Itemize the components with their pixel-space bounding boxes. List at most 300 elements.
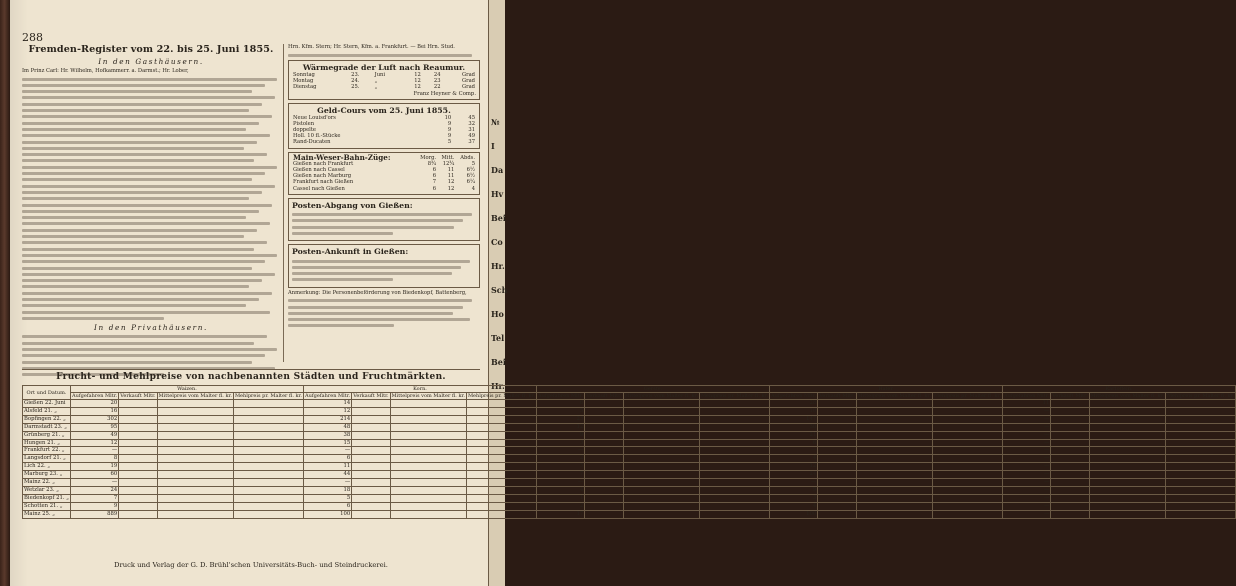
grain-supplied: — <box>303 479 351 487</box>
grain-city <box>23 510 71 518</box>
grain-supplied: 19 <box>70 463 118 471</box>
geld-fl: 9 <box>447 120 452 127</box>
next-page-fragment: Ho <box>491 309 504 319</box>
text-line <box>22 90 252 93</box>
grain-cell <box>1165 471 1235 479</box>
grain-cell <box>699 494 769 502</box>
grain-row <box>23 415 1236 423</box>
grain-city-name: Bopfingen <box>24 415 52 422</box>
grain-cell <box>818 447 856 455</box>
grain-cell <box>1089 447 1165 455</box>
grain-cell <box>390 479 466 487</box>
grain-price-section <box>22 367 1234 519</box>
grain-cell <box>585 502 623 510</box>
grain-cell <box>932 510 1002 518</box>
grain-cell <box>1051 455 1089 463</box>
grain-supplied: 28 <box>769 400 817 408</box>
grain-cell <box>157 415 233 423</box>
grain-cell <box>699 479 769 487</box>
rail-time: 8¾ <box>427 160 437 167</box>
grain-cell <box>818 510 856 518</box>
grain-cell <box>233 447 303 455</box>
grain-cell <box>1165 494 1235 502</box>
grain-supplied: 7 <box>70 494 118 502</box>
grain-cell <box>585 455 623 463</box>
text-line <box>22 122 259 125</box>
grain-cell <box>818 415 856 423</box>
grain-cell <box>352 494 390 502</box>
grain-cell <box>390 415 466 423</box>
post-in-text <box>292 260 476 282</box>
grain-cell <box>699 502 769 510</box>
grain-cell <box>157 510 233 518</box>
grain-cell <box>119 400 157 408</box>
grain-cell <box>1165 455 1235 463</box>
grain-supplied: 5 <box>303 494 351 502</box>
grain-cell <box>1165 431 1235 439</box>
grain-cell <box>623 431 699 439</box>
grain-cell <box>352 455 390 463</box>
grain-cell <box>466 407 536 415</box>
grain-row <box>23 431 1236 439</box>
grain-cell <box>466 502 536 510</box>
grain-city-name: Alsfeld <box>24 407 43 414</box>
temp-date: 25. <box>351 84 360 91</box>
grain-cell <box>352 400 390 408</box>
grain-supplied: 9 <box>769 486 817 494</box>
grain-supplied: — <box>1002 510 1050 518</box>
grain-date: 22. <box>53 415 62 422</box>
grain-cell <box>233 463 303 471</box>
text-line <box>22 109 249 112</box>
text-line <box>22 216 246 219</box>
grain-sub-header: Verkauft Mltr. <box>1052 393 1088 399</box>
grain-supplied: — <box>1002 431 1050 439</box>
grain-cell <box>1089 415 1165 423</box>
grain-cell <box>1051 510 1089 518</box>
grain-cell <box>932 439 1002 447</box>
geld-kr: 45 <box>468 114 475 121</box>
text-line <box>22 361 252 364</box>
next-page-fragment: Sch <box>491 285 508 295</box>
grain-cell <box>932 423 1002 431</box>
rail-time: 6¼ <box>466 179 475 186</box>
grain-city-name: Mainz <box>24 479 41 486</box>
grain-city-name: Marburg <box>24 471 48 478</box>
grain-cell <box>157 502 233 510</box>
grain-city <box>23 494 71 502</box>
grain-supplied: 4 <box>769 502 817 510</box>
text-line <box>22 229 257 232</box>
grain-city <box>23 502 71 510</box>
grain-city <box>23 431 71 439</box>
grain-cell <box>1051 447 1089 455</box>
grain-sub-header: Mehlpreis pr. Malter fl. kr. <box>467 393 535 399</box>
text-line <box>288 299 472 302</box>
grain-cell <box>466 494 536 502</box>
grain-cell <box>856 494 932 502</box>
text-line <box>22 304 246 307</box>
temp-high: 23 <box>433 78 441 85</box>
grain-cell <box>932 479 1002 487</box>
grain-cell <box>818 455 856 463</box>
section-gasthaeuser: In den Gasthäusern. <box>98 57 204 66</box>
grain-supplied: 14 <box>303 400 351 408</box>
text-line <box>292 232 393 235</box>
grain-row <box>23 423 1236 431</box>
grain-supplied: 3 <box>536 439 584 447</box>
grain-supplied: 4 <box>769 455 817 463</box>
grain-cell <box>1165 486 1235 494</box>
grain-cell <box>623 439 699 447</box>
grain-date: 21. <box>44 407 53 414</box>
grain-supplied: 5 <box>536 407 584 415</box>
grain-cell <box>233 494 303 502</box>
grain-supplied: 4 <box>536 486 584 494</box>
grain-supplied: 2 <box>536 455 584 463</box>
next-page-fragment: Bei <box>491 213 506 223</box>
grain-supplied: 1 <box>536 494 584 502</box>
grain-cell <box>1089 431 1165 439</box>
grain-cell <box>623 479 699 487</box>
grain-cell <box>856 447 932 455</box>
grain-cell <box>352 415 390 423</box>
grain-row <box>23 455 1236 463</box>
grain-city-name: Mainz <box>24 510 41 517</box>
text-line <box>22 159 254 162</box>
grain-sub-header: Verkauft Mltr. <box>819 393 855 399</box>
grain-supplied: 889 <box>70 510 118 518</box>
grain-city <box>23 471 71 479</box>
geld-row <box>292 139 476 145</box>
grain-cell <box>390 431 466 439</box>
grain-cell <box>1165 463 1235 471</box>
grain-cell <box>699 486 769 494</box>
grain-cell <box>119 407 157 415</box>
grain-cell <box>818 407 856 415</box>
grain-cell <box>856 455 932 463</box>
grain-cell <box>466 510 536 518</box>
grain-cell <box>233 471 303 479</box>
grain-sub-header: Verkauft Mltr. <box>120 393 156 399</box>
rail-route: Cassel nach Gießen <box>293 185 345 192</box>
text-line <box>22 153 267 156</box>
grain-cell <box>1089 494 1165 502</box>
grain-cell <box>1051 471 1089 479</box>
rail-time: 11 <box>447 166 455 173</box>
grain-row <box>23 510 1236 518</box>
grain-cell <box>818 486 856 494</box>
grain-cell <box>119 463 157 471</box>
grain-supplied: 6 <box>303 455 351 463</box>
grain-sub-header: Mehlpreis pr. Malter fl. kr. <box>933 393 1001 399</box>
grain-cell <box>818 439 856 447</box>
text-line <box>22 128 246 131</box>
rail-time: 4 <box>471 185 475 192</box>
grain-cell <box>466 447 536 455</box>
grain-cell <box>352 407 390 415</box>
grain-supplied: 100 <box>769 510 817 518</box>
grain-supplied: 6 <box>536 400 584 408</box>
grain-supplied: 23 <box>536 415 584 423</box>
grain-city-name: Hungen <box>24 439 46 446</box>
grain-cell <box>699 447 769 455</box>
geld-cours-title: Geld-Cours vom 25. Juni 1855. <box>317 105 451 115</box>
grain-cell <box>585 494 623 502</box>
grain-cell <box>1089 479 1165 487</box>
grain-supplied: — <box>1002 447 1050 455</box>
grain-city <box>23 415 71 423</box>
grain-cell <box>352 463 390 471</box>
grain-cell <box>699 431 769 439</box>
grain-cell <box>390 486 466 494</box>
grain-cell <box>1089 471 1165 479</box>
grain-cell <box>352 502 390 510</box>
grain-cell <box>466 455 536 463</box>
right-top-text: Hrn. Kfm. Stern; Hr. Stern, Kfm. a. Frankfurt. — Bei Hrn. Stud. <box>288 44 455 50</box>
grain-sub-header: Mittelpreis vom Malter fl. kr. <box>391 393 465 399</box>
text-line <box>22 78 277 81</box>
rail-time: 6 <box>432 185 437 192</box>
grain-sub-header: Mittelpreis vom Malter fl. kr. <box>1090 393 1164 399</box>
geld-kr: 31 <box>468 126 475 133</box>
grain-cell <box>932 486 1002 494</box>
post-out-text <box>292 213 476 235</box>
grain-cell <box>157 471 233 479</box>
rail-title: Main-Weser-Bahn-Züge: <box>293 152 391 162</box>
grain-group-header: Korn. <box>303 386 536 393</box>
grain-cell <box>233 486 303 494</box>
grain-sub-header: Verkauft Mltr. <box>586 393 622 399</box>
text-line <box>22 222 270 225</box>
grain-cell <box>352 479 390 487</box>
rail-time: 6 <box>432 166 437 173</box>
grain-cell <box>466 415 536 423</box>
grain-cell <box>856 471 932 479</box>
temp-unit: Grad <box>461 71 475 78</box>
text-line <box>22 311 270 314</box>
grain-cell <box>390 510 466 518</box>
grain-row <box>23 471 1236 479</box>
grain-supplied: 12 <box>769 463 817 471</box>
grain-supplied: 8 <box>70 455 118 463</box>
grain-city <box>23 463 71 471</box>
grain-cell <box>233 400 303 408</box>
text-line <box>22 317 164 320</box>
grain-cell <box>466 400 536 408</box>
grain-supplied: 20 <box>70 400 118 408</box>
rail-row <box>292 186 476 192</box>
grain-supplied: — <box>1002 423 1050 431</box>
rail-table <box>292 152 476 192</box>
grain-cell <box>119 423 157 431</box>
grain-cell <box>1165 439 1235 447</box>
grain-month: „ <box>57 439 60 446</box>
next-page-fragment: Bei <box>491 357 506 367</box>
grain-date: 25. <box>42 510 51 517</box>
grain-cell <box>856 423 932 431</box>
text-line <box>292 213 472 216</box>
grain-cell <box>585 486 623 494</box>
grain-cell <box>699 415 769 423</box>
text-line <box>22 166 277 169</box>
grain-cell <box>1051 494 1089 502</box>
grain-cell <box>157 479 233 487</box>
grain-month: „ <box>61 431 65 438</box>
grain-cell <box>466 439 536 447</box>
right-column <box>288 44 480 331</box>
rail-route: Gießen nach Marburg <box>293 173 352 180</box>
post-out-box <box>288 198 480 241</box>
grain-supplied: — <box>1002 479 1050 487</box>
grain-supplied: 7 <box>536 471 584 479</box>
grain-supplied: — <box>1002 415 1050 423</box>
text-line <box>288 318 470 321</box>
grain-cell <box>699 407 769 415</box>
grain-supplied: 147 <box>769 415 817 423</box>
grain-cell <box>623 471 699 479</box>
grain-cell <box>699 400 769 408</box>
text-line <box>292 260 470 263</box>
rail-time: 12 <box>447 179 455 186</box>
grain-supplied: 49 <box>70 431 118 439</box>
rail-col-evening: Abds. <box>460 154 475 161</box>
grain-cell <box>157 400 233 408</box>
text-line <box>22 248 254 251</box>
grain-city <box>23 407 71 415</box>
rail-time: 5 <box>471 160 475 167</box>
grain-month: „ <box>54 407 57 414</box>
grain-month: „ <box>52 510 56 517</box>
grain-cell <box>818 502 856 510</box>
grain-cell <box>856 479 932 487</box>
rail-route: Gießen nach Cassel <box>293 166 345 173</box>
text-line <box>22 298 259 301</box>
grain-cell <box>1089 455 1165 463</box>
section-rule <box>22 369 480 370</box>
grain-cell <box>157 447 233 455</box>
grain-cell <box>1051 407 1089 415</box>
text-line <box>22 197 249 200</box>
column-divider <box>283 44 284 362</box>
rail-route: Frankfurt nach Gießen <box>293 179 354 186</box>
col-ort-datum: Ort und Datum. <box>23 386 71 400</box>
grain-cell <box>585 471 623 479</box>
grain-row <box>23 463 1236 471</box>
grain-city <box>23 400 71 408</box>
post-in-box <box>288 244 480 287</box>
grain-cell <box>932 447 1002 455</box>
grain-cell <box>233 479 303 487</box>
grain-supplied: 9 <box>536 431 584 439</box>
grain-cell <box>233 455 303 463</box>
text-line <box>292 278 393 281</box>
grain-supplied: — <box>1002 486 1050 494</box>
grain-date: 23. <box>49 471 58 478</box>
grain-row <box>23 447 1236 455</box>
grain-supplied: 95 <box>70 423 118 431</box>
grain-cell <box>1089 439 1165 447</box>
text-line <box>22 354 265 357</box>
grain-cell <box>466 431 536 439</box>
next-page-fragment: I <box>491 141 495 151</box>
grain-cell <box>585 510 623 518</box>
left-column <box>22 44 280 380</box>
rail-time: 11 <box>447 173 455 180</box>
grain-supplied: — <box>1002 463 1050 471</box>
grain-cell <box>818 400 856 408</box>
grain-cell <box>1089 486 1165 494</box>
temperature-footer: Franz Heyner & Comp. <box>413 90 476 97</box>
text-line <box>292 226 454 229</box>
grain-cell <box>623 455 699 463</box>
grain-cell <box>1051 479 1089 487</box>
rail-time: 12 <box>447 185 455 192</box>
grain-cell <box>390 447 466 455</box>
grain-date: 21. <box>52 455 62 462</box>
grain-city-name: Grünberg <box>24 431 51 438</box>
temp-month: „ <box>374 84 378 91</box>
grain-row <box>23 407 1236 415</box>
text-line <box>22 335 267 338</box>
text-line <box>22 84 265 87</box>
grain-date: 22. <box>44 400 54 406</box>
text-line <box>22 285 249 288</box>
text-line <box>22 260 265 263</box>
grain-cell <box>1051 431 1089 439</box>
grain-cell <box>352 510 390 518</box>
temp-date: 23. <box>351 71 360 78</box>
grain-date: 21. <box>47 439 56 446</box>
anmerkung-text <box>288 299 480 327</box>
text-line <box>22 292 272 295</box>
grain-supplied: — <box>70 479 118 487</box>
grain-supplied: — <box>1002 455 1050 463</box>
grain-cell <box>585 400 623 408</box>
grain-cell <box>119 502 157 510</box>
grain-cell <box>623 510 699 518</box>
grain-supplied: 44 <box>303 471 351 479</box>
grain-city-name: Langsdorf <box>24 455 52 462</box>
rail-col-noon: Mitt. <box>441 154 455 161</box>
grain-row <box>23 439 1236 447</box>
grain-date: 22. <box>42 479 51 486</box>
grain-cell <box>623 447 699 455</box>
grain-cell <box>466 423 536 431</box>
rail-route: Gießen nach Frankfurt <box>293 160 354 167</box>
text-line <box>22 204 272 207</box>
temp-morning: 12 <box>414 78 421 85</box>
geld-cours-box <box>288 103 480 149</box>
grain-supplied: 17 <box>536 510 584 518</box>
geld-name: doppelte <box>293 126 316 133</box>
temp-high: 22 <box>433 84 441 91</box>
text-line <box>22 210 259 213</box>
grain-city <box>23 479 71 487</box>
grain-city <box>23 447 71 455</box>
section-privathaeuser: In den Privathäusern. <box>94 323 208 333</box>
geld-kr: 49 <box>468 133 475 140</box>
grain-supplied: 12 <box>70 439 118 447</box>
grain-month: „ <box>64 423 68 430</box>
grain-cell <box>856 463 932 471</box>
grain-cell <box>157 407 233 415</box>
geld-fl: 5 <box>447 139 452 146</box>
grain-cell <box>932 455 1002 463</box>
grain-supplied: 24 <box>769 471 817 479</box>
grain-cell <box>119 455 157 463</box>
grain-cell <box>1089 463 1165 471</box>
